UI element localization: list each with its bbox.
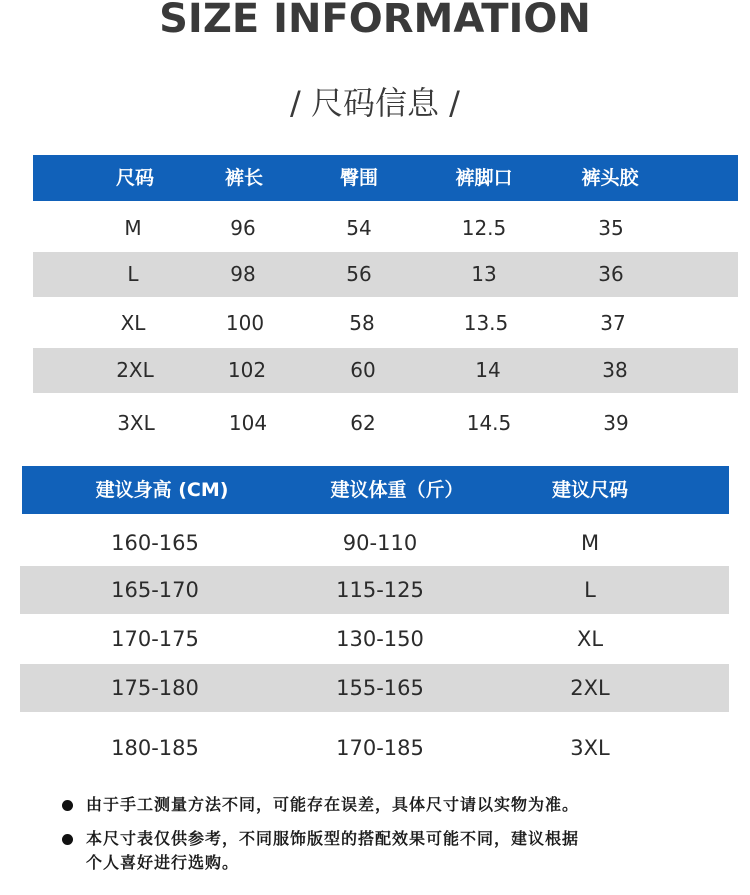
- cell-leg: 13: [471, 262, 497, 286]
- cell-waist: 39: [603, 411, 629, 435]
- cell-height: 160-165: [111, 531, 199, 555]
- cell-weight: 155-165: [336, 676, 424, 700]
- cell-suggested-size: 2XL: [570, 676, 610, 700]
- cell-length: 102: [227, 358, 267, 382]
- cell-waist: 37: [600, 311, 626, 335]
- page-subtitle: / 尺码信息 /: [290, 84, 460, 122]
- cell-length: 98: [230, 262, 256, 286]
- cell-length: 96: [230, 216, 256, 240]
- note-text: 由于手工测量方法不同，可能存在误差，具体尺寸请以实物为准。: [86, 795, 580, 814]
- table-row: [33, 252, 738, 297]
- table-row: [33, 301, 738, 346]
- header-suggested-size: 建议尺码: [551, 479, 628, 501]
- cell-weight: 90-110: [342, 531, 418, 555]
- cell-suggested-size: XL: [576, 627, 604, 651]
- cell-hip: 54: [346, 216, 372, 240]
- cell-hip: 58: [349, 311, 375, 335]
- table-row: [20, 615, 729, 663]
- table-row: [33, 401, 738, 446]
- cell-weight: 115-125: [336, 578, 424, 602]
- cell-hip: 56: [346, 262, 372, 286]
- table-row: [20, 724, 729, 772]
- cell-size: 2XL: [116, 358, 154, 382]
- cell-size: XL: [120, 311, 146, 335]
- header-size: 尺码: [115, 167, 154, 189]
- header-waistband: 裤头胶: [581, 167, 639, 189]
- cell-leg: 13.5: [463, 311, 509, 335]
- cell-height: 180-185: [111, 736, 199, 760]
- cell-leg: 12.5: [461, 216, 507, 240]
- cell-length: 104: [228, 411, 268, 435]
- cell-waist: 35: [598, 216, 624, 240]
- cell-length: 100: [225, 311, 265, 335]
- table-row: [20, 664, 729, 712]
- cell-height: 165-170: [111, 578, 199, 602]
- cell-size: 3XL: [117, 411, 155, 435]
- cell-hip: 62: [350, 411, 376, 435]
- header-height: 建议身高 (CM): [95, 479, 229, 501]
- cell-size: L: [127, 262, 139, 286]
- header-pants-length: 裤长: [224, 167, 263, 189]
- table-row: [20, 519, 729, 567]
- cell-weight: 130-150: [336, 627, 424, 651]
- cell-leg: 14.5: [466, 411, 512, 435]
- recommend-table-header: [22, 466, 729, 514]
- cell-waist: 38: [602, 358, 628, 382]
- cell-waist: 36: [598, 262, 624, 286]
- table-row: [33, 206, 738, 251]
- table-row: [20, 566, 729, 614]
- cell-suggested-size: M: [580, 531, 600, 555]
- cell-suggested-size: 3XL: [570, 736, 610, 760]
- header-hip: 臀围: [339, 167, 378, 189]
- cell-height: 175-180: [111, 676, 199, 700]
- note-text: 本尺寸表仅供参考，不同服饰版型的搭配效果可能不同，建议根据: [86, 829, 580, 848]
- table-row: [33, 348, 738, 393]
- cell-leg: 14: [475, 358, 501, 382]
- cell-suggested-size: L: [584, 578, 596, 602]
- note-text: 个人喜好进行选购。: [86, 853, 240, 872]
- header-weight: 建议体重（斤）: [330, 479, 464, 501]
- header-leg-opening: 裤脚口: [455, 167, 513, 189]
- bullet-icon: [62, 834, 73, 845]
- cell-hip: 60: [350, 358, 376, 382]
- page-title: SIZE INFORMATION: [159, 0, 591, 42]
- size-table-header: [33, 155, 738, 201]
- cell-size: M: [124, 216, 142, 240]
- cell-weight: 170-185: [336, 736, 424, 760]
- cell-height: 170-175: [111, 627, 199, 651]
- bullet-icon: [62, 800, 73, 811]
